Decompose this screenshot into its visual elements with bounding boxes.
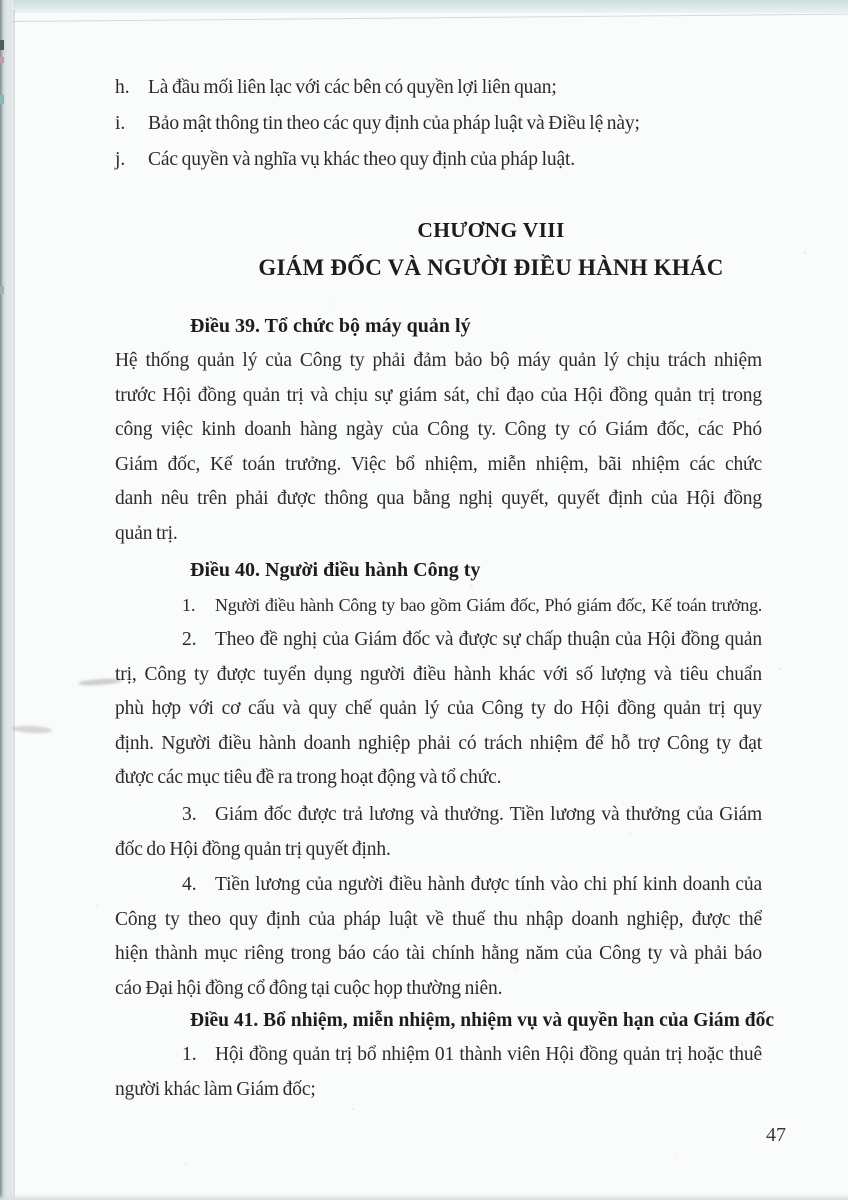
paragraph-line: Giám đốc, Kế toán trưởng. Việc bổ nhiệm, miễn nhiệm, bãi nhiệm các chức bbox=[115, 453, 762, 475]
article-40 bbox=[115, 553, 762, 588]
article-39-body bbox=[115, 344, 762, 551]
list-item-marker: h. bbox=[115, 77, 130, 98]
list-item-h bbox=[115, 70, 762, 106]
pencil-smudge bbox=[12, 725, 52, 734]
paragraph-line: cáo Đại hội đồng cổ đông tại cuộc họp thường niên. bbox=[115, 977, 503, 999]
paragraph-line: Công ty theo quy định của pháp luật về thuế thu nhập doanh nghiệp, được thể bbox=[115, 908, 762, 930]
scan-artifact-mark bbox=[0, 95, 4, 104]
list-item-marker: i. bbox=[115, 113, 126, 134]
paragraph-line: người khác làm Giám đốc; bbox=[115, 1078, 316, 1100]
article-40-clause-3 bbox=[115, 798, 762, 867]
paper-speckles bbox=[0, 0, 2, 2]
paragraph-line: công việc kinh doanh hàng ngày của Công ty. Công ty có Giám đốc, các Phó bbox=[115, 419, 762, 440]
clause-line bbox=[115, 588, 762, 623]
clause-line bbox=[115, 623, 762, 658]
paragraph-line: danh nêu trên phải được thông qua bằng nghị quyết, quyết định của Hội đồng bbox=[115, 488, 762, 509]
paragraph-line: phù hợp với cơ cấu và quy chế quản lý của Công ty do Hội đồng quản trị quy bbox=[115, 698, 762, 719]
clause-line bbox=[115, 868, 762, 903]
article-40-clause-2 bbox=[115, 623, 762, 796]
text-block bbox=[115, 0, 774, 1200]
clause-text: Theo đề nghị của Giám đốc và được sự chấp thuận của Hội đồng quản bbox=[215, 629, 762, 650]
paper-left-edge bbox=[13, 10, 15, 1200]
clause-marker: 2. bbox=[182, 629, 197, 650]
paragraph-line: quản trị. bbox=[115, 522, 178, 544]
paragraph-line: hiện thành mục riêng trong báo cáo tài chính hằng năm của Công ty và phải báo bbox=[115, 943, 762, 964]
chapter-number: CHƯƠNG VIII bbox=[417, 218, 565, 242]
paragraph-line: được các mục tiêu đề ra trong hoạt động và tổ chức. bbox=[115, 767, 502, 788]
article-41-clause-1 bbox=[115, 1038, 762, 1107]
paragraph-line: định. Người điều hành doanh nghiệp phải có trách nhiệm để hỗ trợ Công ty đạt bbox=[115, 732, 762, 754]
article-40-heading: Điều 40. Người điều hành Công ty bbox=[190, 559, 481, 581]
list-item-text: Các quyền và nghĩa vụ khác theo quy định của pháp luật. bbox=[148, 149, 575, 170]
list-item-marker: j. bbox=[115, 149, 126, 170]
paragraph-line: trước Hội đồng quản trị và chịu sự giám sát, chỉ đạo của Hội đồng quản trị trong bbox=[115, 384, 762, 406]
article-41-heading: Điều 41. Bổ nhiệm, miễn nhiệm, nhiệm vụ và quyền hạn của Giám đốc bbox=[190, 1010, 774, 1031]
clause-marker: 1. bbox=[182, 1044, 197, 1065]
clause-marker: 4. bbox=[182, 874, 197, 895]
list-item-j bbox=[115, 142, 762, 178]
clause-marker: 3. bbox=[182, 804, 197, 825]
paragraph-line: đốc do Hội đồng quản trị quyết định. bbox=[115, 838, 391, 860]
clause-text: Người điều hành Công ty bao gồm Giám đốc, Phó giám đốc, Kế toán trưởng. bbox=[215, 595, 762, 615]
clause-line bbox=[115, 1038, 762, 1073]
article-40-clause-4 bbox=[115, 868, 762, 1006]
lettered-list bbox=[115, 70, 762, 178]
clause-text: Tiền lương của người điều hành được tính vào chi phí kinh doanh của bbox=[215, 874, 762, 895]
scan-artifact-mark bbox=[0, 57, 4, 63]
paragraph-line: Hệ thống quản lý của Công ty phải đảm bảo bộ máy quản lý chịu trách nhiệm bbox=[115, 350, 762, 371]
chapter-heading bbox=[115, 212, 762, 286]
article-39 bbox=[115, 309, 762, 344]
page-number: 47 bbox=[766, 1124, 786, 1146]
scan-artifact-mark bbox=[0, 286, 4, 294]
article-40-clause-1 bbox=[115, 588, 762, 623]
list-item-text: Bảo mật thông tin theo các quy định của pháp luật và Điều lệ này; bbox=[148, 113, 640, 134]
scan-artifact-mark bbox=[0, 40, 4, 50]
article-39-heading: Điều 39. Tổ chức bộ máy quản lý bbox=[190, 315, 471, 337]
list-item-i bbox=[115, 106, 762, 142]
paragraph-line: trị, Công ty được tuyển dụng người điều hành khác với số lượng và tiêu chuẩn bbox=[115, 663, 762, 685]
scan-edge-left bbox=[0, 0, 13, 1200]
list-item-text: Là đầu mối liên lạc với các bên có quyền lợi liên quan; bbox=[148, 77, 557, 98]
chapter-title: GIÁM ĐỐC VÀ NGƯỜI ĐIỀU HÀNH KHÁC bbox=[258, 255, 724, 280]
article-41 bbox=[115, 1004, 774, 1039]
clause-line bbox=[115, 798, 762, 833]
clause-marker: 1. bbox=[182, 595, 196, 615]
clause-text: Hội đồng quản trị bổ nhiệm 01 thành viên Hội đồng quản trị hoặc thuê bbox=[215, 1044, 762, 1065]
clause-text: Giám đốc được trả lương và thưởng. Tiền lương và thưởng của Giám bbox=[215, 804, 762, 825]
